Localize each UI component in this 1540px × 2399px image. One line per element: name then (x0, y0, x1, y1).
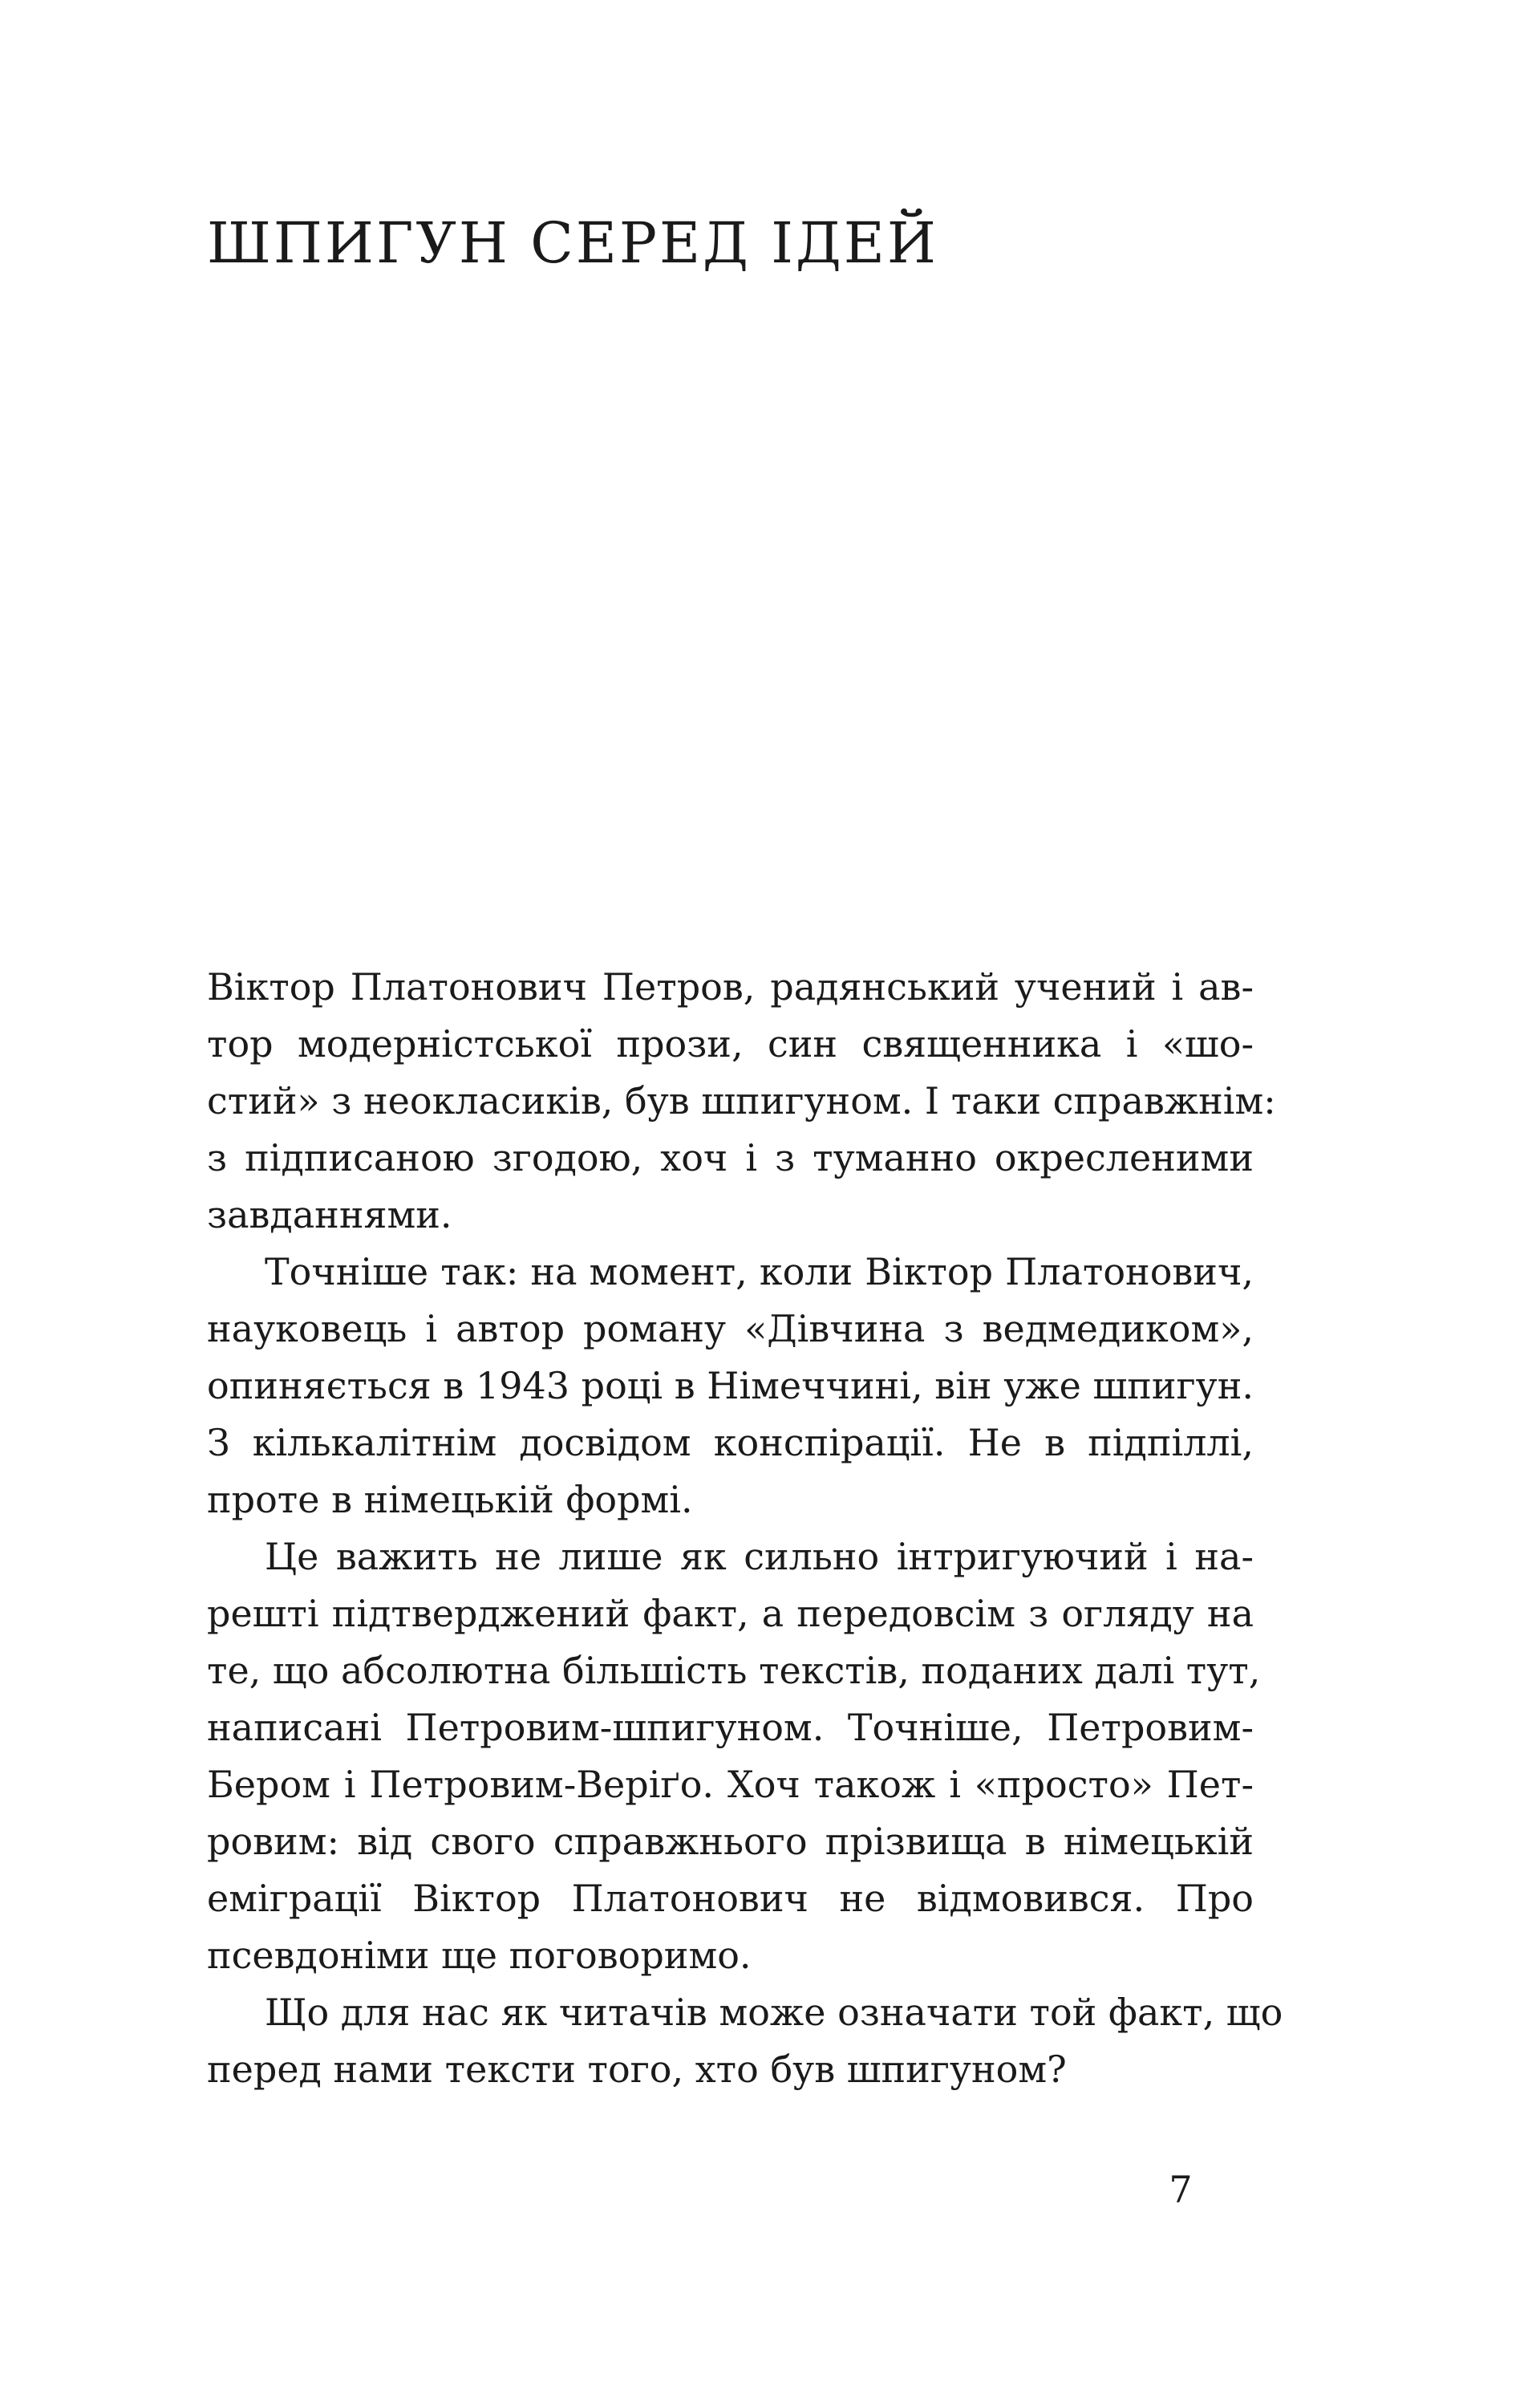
page-number: 7 (1169, 2168, 1193, 2211)
text-line: науковець і автор роману «Дівчина з ведмедиком», (207, 1307, 1254, 1350)
text-line: З кількалітнім досвідом конспірації. Не в підпіллі, (207, 1421, 1254, 1464)
text-line: Що для нас як читачів може означати той факт, що (265, 1991, 1283, 2034)
text-line: Віктор Платонович Петров, радянський учений і ав- (207, 965, 1254, 1009)
text-line: еміграції Віктор Платонович не відмовився. Про (207, 1877, 1254, 1920)
text-line: решті підтверджений факт, а передовсім з огляду на (207, 1592, 1254, 1635)
text-line: перед нами тексти того, хто був шпигуном? (207, 2048, 1067, 2091)
text-line: проте в німецькій формі. (207, 1478, 693, 1521)
text-line: з підписаною згодою, хоч і з туманно окресленими (207, 1136, 1254, 1179)
text-line: ровим: від свого справжнього прізвища в німецькій (207, 1820, 1254, 1863)
text-line: Точніше так: на момент, коли Віктор Платонович, (265, 1250, 1254, 1293)
body-text (207, 959, 1283, 2098)
text-line: Бером і Петровим-Веріґо. Хоч також і «просто» Пет- (207, 1763, 1254, 1806)
text-line: написані Петровим-шпигуном. Точніше, Петровим- (207, 1706, 1254, 1749)
text-line: опиняється в 1943 році в Німеччині, він уже шпигун. (207, 1364, 1254, 1407)
text-line: Це важить не лише як сильно інтригуючий і на- (265, 1535, 1254, 1578)
text-line: псевдоніми ще поговоримо. (207, 1934, 752, 1977)
chapter-title: ШПИГУН СЕРЕД ІДЕЙ (207, 210, 938, 276)
text-line: стий» з неокласиків, був шпигуном. І таки справжнім: (207, 1079, 1276, 1122)
text-line: завданнями. (207, 1193, 452, 1236)
text-line: те, що абсолютна більшість текстів, поданих далі тут, (207, 1649, 1261, 1692)
text-line: тор модерністської прози, син священника і «шо- (207, 1022, 1254, 1066)
